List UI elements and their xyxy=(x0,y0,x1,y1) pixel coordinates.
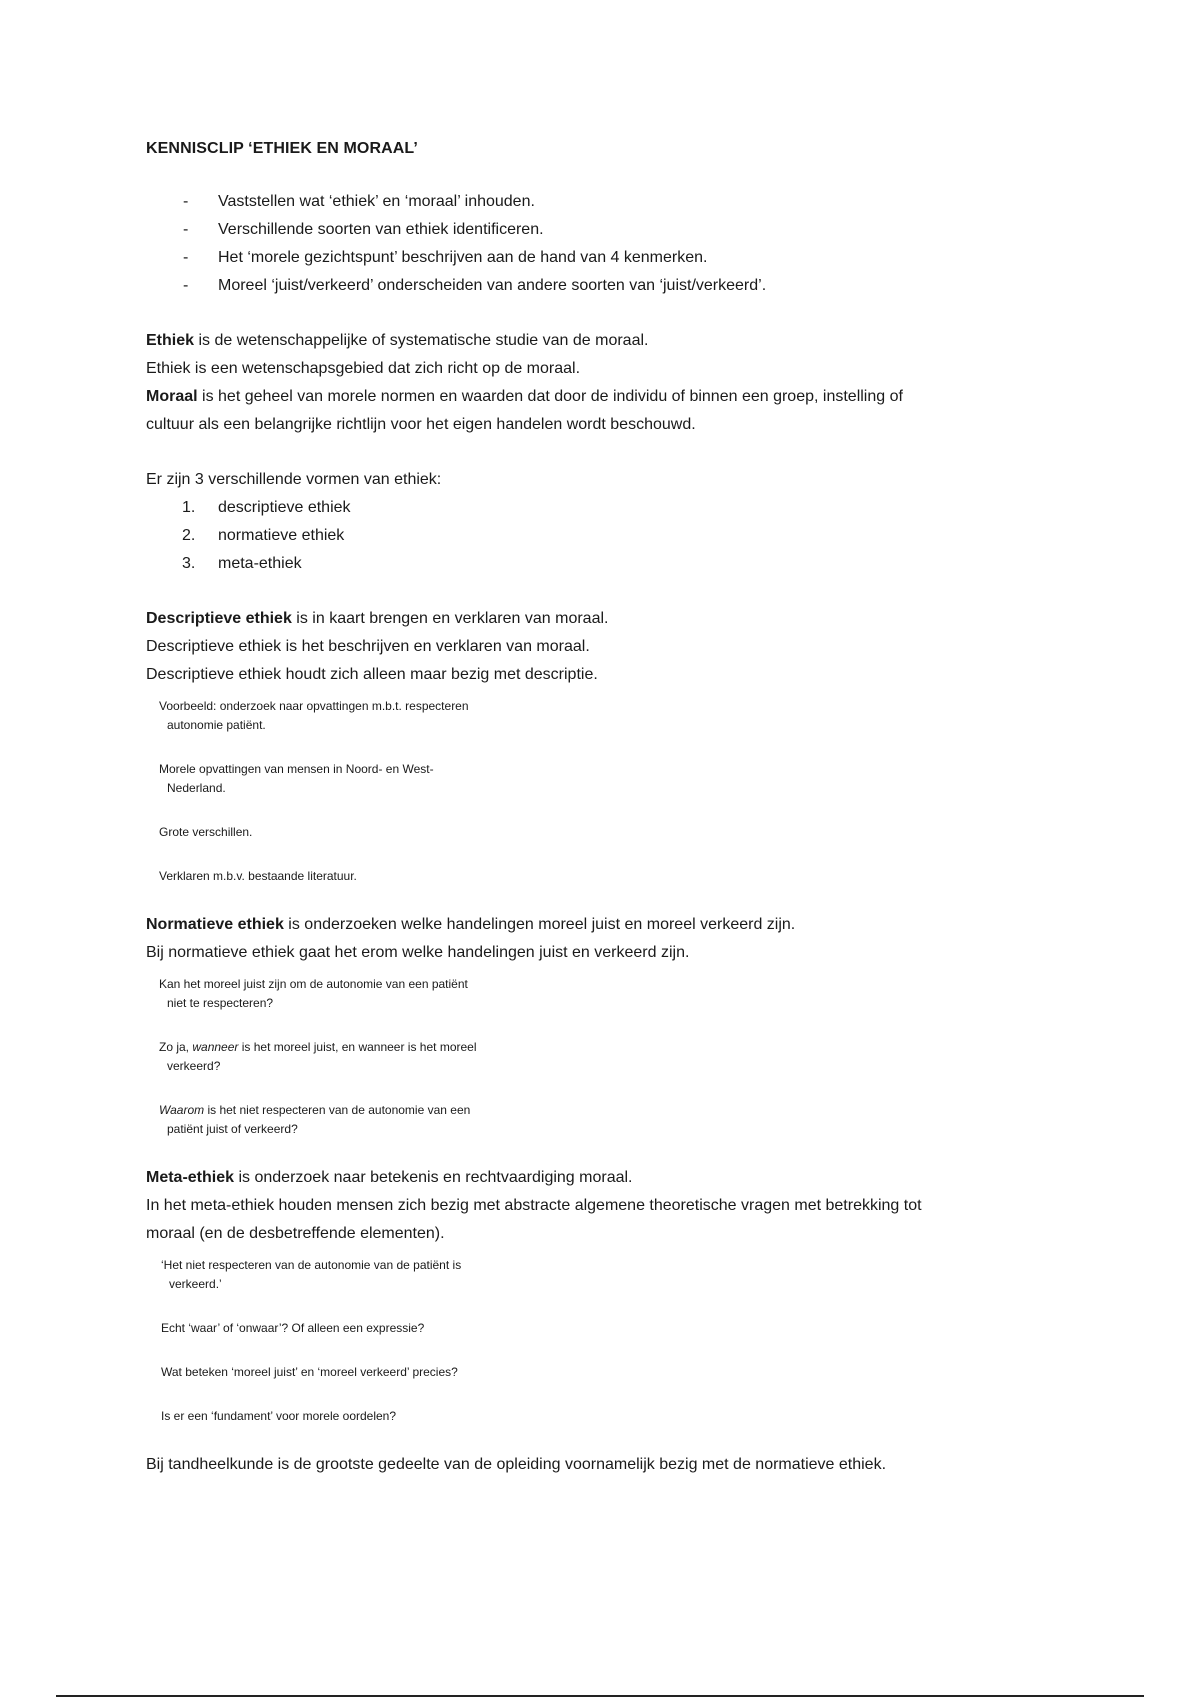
moraal-term: Moraal xyxy=(146,388,198,405)
objective-item: - Verschillende soorten van ethiek identificeren. xyxy=(146,216,1066,244)
normative-examples xyxy=(159,975,559,1139)
example-line xyxy=(159,1101,559,1120)
list-number: 3. xyxy=(182,555,196,572)
meta-section xyxy=(146,1164,1066,1426)
document-page xyxy=(146,140,1066,1479)
example-item xyxy=(161,1363,561,1382)
example-line: Grote verschillen. xyxy=(159,825,253,839)
descriptive-section xyxy=(146,605,1066,886)
example-item xyxy=(161,1407,561,1426)
descriptive-examples xyxy=(159,697,559,886)
meta-text: is onderzoek naar betekenis en rechtvaardiging moraal. xyxy=(234,1169,633,1186)
ethiek-definition-text: is de wetenschappelijke of systematische studie van de moraal. xyxy=(194,332,649,349)
forms-list-item xyxy=(146,522,1066,550)
meta-examples xyxy=(161,1256,561,1426)
normative-term: Normatieve ethiek xyxy=(146,916,284,933)
example-line-cont: patiënt juist of verkeerd? xyxy=(167,1122,298,1136)
list-label: normatieve ethiek xyxy=(218,527,345,544)
meta-line-3: moraal (en de desbetreffende elementen). xyxy=(146,1225,445,1242)
meta-term: Meta-ethiek xyxy=(146,1169,235,1186)
normative-line-2: Bij normatieve ethiek gaat het erom welke handelingen juist en verkeerd zijn. xyxy=(146,944,690,961)
objective-item: - Moreel ‘juist/verkeerd’ onderscheiden van andere soorten van ‘juist/verkeerd’. xyxy=(146,272,1066,300)
forms-list-item xyxy=(146,550,1066,578)
objective-item: - Het ‘morele gezichtspunt’ beschrijven aan de hand van 4 kenmerken. xyxy=(146,244,1066,272)
example-item xyxy=(159,823,559,842)
normative-section xyxy=(146,911,1066,1139)
descriptive-line-2: Descriptieve ethiek is het beschrijven en verklaren van moraal. xyxy=(146,638,590,655)
meta-definition xyxy=(146,1164,1066,1192)
bottom-divider xyxy=(56,1695,1144,1697)
descriptive-text: is in kaart brengen en verklaren van moraal. xyxy=(291,610,609,627)
example-item xyxy=(159,760,559,798)
example-text: Zo ja, xyxy=(159,1040,193,1054)
example-emphasis: Waarom xyxy=(159,1103,205,1117)
example-item xyxy=(159,975,559,1013)
forms-list xyxy=(146,494,1066,578)
conclusion: Bij tandheelkunde is de grootste gedeelte van de opleiding voornamelijk bezig met de normatieve ethiek. xyxy=(146,1456,887,1473)
descriptive-definition xyxy=(146,605,1066,633)
ethiek-term: Ethiek xyxy=(146,332,195,349)
list-number: 2. xyxy=(182,527,196,544)
example-text: is het moreel juist, en wanneer is het moreel xyxy=(238,1040,477,1054)
list-number: 1. xyxy=(182,499,196,516)
ethiek-definition xyxy=(146,327,1066,355)
example-line: Wat beteken ‘moreel juist’ en ‘moreel verkeerd’ precies? xyxy=(161,1365,458,1379)
objectives-list xyxy=(146,188,1066,300)
forms-list-item xyxy=(146,494,1066,522)
descriptive-term: Descriptieve ethiek xyxy=(146,610,292,627)
example-line-cont: verkeerd? xyxy=(167,1059,221,1073)
example-text: is het niet respecteren van de autonomie van een xyxy=(204,1103,471,1117)
example-line-cont: autonomie patiënt. xyxy=(167,718,266,732)
moraal-definition xyxy=(146,383,1066,411)
normative-definition xyxy=(146,911,1066,939)
moraal-definition-text: is het geheel van morele normen en waarden dat door de individu of binnen een groep, instelling of xyxy=(197,388,903,405)
example-emphasis: wanneer xyxy=(192,1040,239,1054)
document-title: KENNISCLIP ‘ETHIEK EN MORAAL’ xyxy=(146,140,418,157)
example-item xyxy=(161,1256,561,1294)
example-line: ‘Het niet respecteren van de autonomie van de patiënt is xyxy=(161,1258,462,1272)
example-line: Verklaren m.b.v. bestaande literatuur. xyxy=(159,869,357,883)
list-label: meta-ethiek xyxy=(218,555,302,572)
example-line: Morele opvattingen van mensen in Noord- en West- xyxy=(159,762,434,776)
example-line: Is er een ‘fundament’ voor morele oordelen? xyxy=(161,1409,397,1423)
example-line-cont: verkeerd.’ xyxy=(169,1277,222,1291)
example-line-cont: Nederland. xyxy=(167,781,226,795)
forms-intro: Er zijn 3 verschillende vormen van ethiek: xyxy=(146,471,442,488)
example-line-cont: niet te respecteren? xyxy=(167,996,274,1010)
descriptive-line-3: Descriptieve ethiek houdt zich alleen maar bezig met descriptie. xyxy=(146,666,598,683)
moraal-definition-cont: cultuur als een belangrijke richtlijn voor het eigen handelen wordt beschouwd. xyxy=(146,416,696,433)
example-line: Echt ‘waar’ of ‘onwaar’? Of alleen een expressie? xyxy=(161,1321,425,1335)
example-line: Voorbeeld: onderzoek naar opvattingen m.b.t. respecteren xyxy=(159,699,469,713)
example-item xyxy=(159,1038,559,1076)
example-item xyxy=(161,1319,561,1338)
objective-item: - Vaststellen wat ‘ethiek’ en ‘moraal’ inhouden. xyxy=(146,188,1066,216)
ethiek-definition-2: Ethiek is een wetenschapsgebied dat zich richt op de moraal. xyxy=(146,360,581,377)
example-item xyxy=(159,697,559,735)
normative-text: is onderzoeken welke handelingen moreel juist en moreel verkeerd zijn. xyxy=(283,916,796,933)
meta-line-2: In het meta-ethiek houden mensen zich bezig met abstracte algemene theoretische vragen met betrekking tot xyxy=(146,1197,922,1214)
example-item xyxy=(159,1101,559,1139)
example-item xyxy=(159,867,559,886)
list-label: descriptieve ethiek xyxy=(218,499,351,516)
example-line xyxy=(159,1038,559,1057)
example-line: Kan het moreel juist zijn om de autonomie van een patiënt xyxy=(159,977,468,991)
definitions-block xyxy=(146,327,1066,439)
